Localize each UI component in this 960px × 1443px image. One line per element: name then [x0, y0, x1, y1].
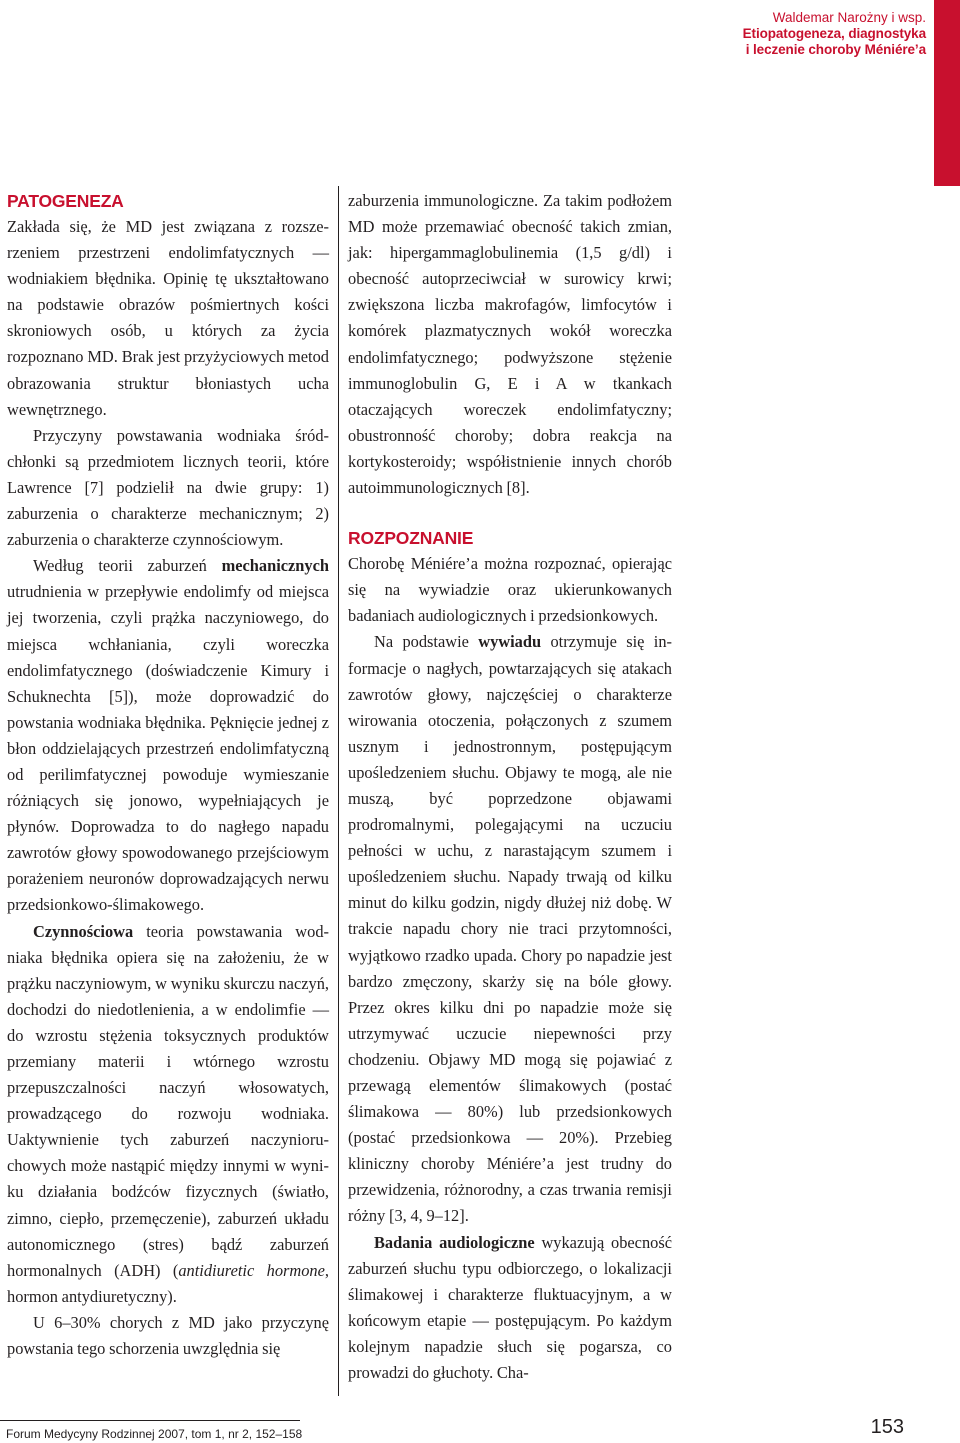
right-column	[348, 188, 672, 1386]
italic-term-antidiuretic-hormone: antidiuretic hormone	[178, 1260, 325, 1280]
bold-term-mechanicznych: mechanicznych	[221, 556, 329, 576]
header-title-line-1: Etiopatogeneza, diagnostyka	[742, 26, 926, 41]
left-paragraph-5: U 6–30% chorych z MD jako przyczynę powstania tego schorzenia uwzględnia się	[7, 1312, 329, 1359]
footer-rule	[0, 1420, 300, 1421]
left-paragraph-1: Zakłada się, że MD jest związana z rozszerzeniem przestrzeni endolimfatycznych — wodniakiem błędnika. Opinię tę ukształtowano na podstawie obrazów pośmiertnych kości skroniowych osób, u których za życia rozpoznano MD. Brak jest przyżyciowych metod obrazowania struktur błoniastych ucha wewnętrznego.	[7, 217, 329, 419]
bold-term-czynnosciowa: Czynnościowa	[33, 921, 134, 941]
text-run: teoria powstawania wodniaka błędnika opiera się na założeniu, że w prążku naczyniowym, w wyniku skurczu naczyń, dochodzi do niedotlenienia, a w endolimfie — do wzrostu stężenia toksycznych produktów przemiany materii i wtórnego wzrostu przepuszczalności naczyń włosowatych, prowadzącego do rozwoju wodniaka. Uaktywnienie tych zaburzeń naczynioruchowych może nastąpić między innymi w wyniku działania bodźców fizycznych (światło, zimno, ciepło, przemęczenie), zaburzeń układu autonomicznego (stres) bądź zaburzeń hormonalnych (ADH) (	[7, 921, 329, 1280]
page-number: 153	[870, 1416, 904, 1438]
right-paragraph-1: zaburzenia immunologiczne. Za takim podłożem MD może przemawiać obecność takich zmian, jak: hipergammaglobulinemia (1,5 g/dl) i obecność autoprzeciwciał w surowicy krwi; zwiększona liczba makrofagów, limfocytów i komórek plazmatycznych wokół woreczka endolimfatycznego; podwyższone stężenie immunoglobulin G, E i A w tkankach otaczających woreczek endolimfatyczny; obustronność choroby; dobra reakcja na kortykosteroidy; współistnienie innych chorób autoimmunologicznych [8].	[348, 191, 672, 498]
running-header	[626, 10, 926, 58]
left-column	[7, 188, 329, 1362]
left-paragraph-2: Przyczyny powstawania wodniaka śródchłonki są przedmiotem licznych teorii, które Lawrence [7] podzielił na dwie grupy: 1) zaburzenia o charakterze mechanicznym; 2) zaburzenia o charakterze czynnościowym.	[7, 425, 329, 550]
text-run: wykazują obecność zaburzeń słuchu typu odbiorczego, o lokalizacji ślimakowej i charakterze fluktuacyjnym, a w końcowym etapie — postępującym. Po każdym kolejnym napadzie słuch się pogarsza, co prowadzi do głuchoty. Cha-	[348, 1232, 672, 1383]
text-run: Według teorii zaburzeń	[33, 556, 222, 576]
column-divider	[338, 186, 339, 1396]
text-run: , hormon antydiuretyczny).	[7, 1260, 330, 1306]
section-heading-rozpoznanie: ROZPOZNANIE	[348, 528, 474, 549]
left-paragraph-4	[7, 919, 329, 1310]
footer-source: Forum Medycyny Rodzinnej 2007, tom 1, nr 2, 152–158	[6, 1427, 303, 1441]
right-paragraph-4	[348, 1230, 672, 1387]
bold-term-wywiadu: wywiadu	[478, 632, 542, 652]
section-heading-patogeneza: PATOGENEZA	[7, 191, 124, 211]
right-paragraph-3	[348, 629, 672, 1229]
left-paragraph-3	[7, 553, 329, 918]
red-accent-bar	[934, 0, 960, 186]
text-run: utrudnienia w przepływie endolimfy od miejsca jej tworzenia, czyli prążka naczyniowego, do miejsca wchłaniania, czyli woreczka endolimfatycznego (doświadczenie Kimury i Schuknechta [5]), może doprowadzić do powstania wodniaka błędnika. Pęknięcie jednej z błon oddzielających przestrzeń endolimfatyczną od perilimfatycznej powoduje wymieszanie różniących się jonowo, wypełniających je płynów. Doprowadza to do nagłego napadu zawrotów głowy spowodowanego przejściowym porażeniem neuronów doprowadzających nerwu przedsionkowo-ślimakowego.	[7, 582, 329, 915]
right-paragraph-2: Chorobę Méniére’a można rozpoznać, opierając się na wywiadzie oraz ukierunkowanych badaniach audiologicznych i przedsionkowych.	[348, 554, 672, 626]
bold-term-badania-audiologiczne: Badania audiologiczne	[374, 1232, 535, 1252]
text-run: Na podstawie	[374, 632, 479, 652]
text-run: otrzymuje się informacje o nagłych, powtarzających się atakach zawrotów głowy, najczęściej o charakterze wirowania otoczenia, połączonych z szumem usznym i jednostronnym, postępującym upośledzeniem słuchu. Objawy te mogą, ale nie muszą, być poprzedzone objawami prodromalnymi, polegającymi na uczuciu pełności w uchu, z narastającym szumem i upośledzeniem słuchu. Napady trwają od kilku minut do kilku godzin, nigdy dłużej niż dobę. W trakcie napadu chory nie traci przytomności, wyjątkowo rzadko upada. Chory po napadzie jest bardzo zmęczony, skarży się na bóle głowy. Przez okres kilku dni po napadzie może się utrzymywać uczucie niepewności przy chodzeniu. Objawy MD mogą się pojawiać z przewagą elementów ślimakowych (postać ślimakowa — 80%) lub przedsionkowych (postać przedsionkowa — 20%). Przebieg kliniczny choroby Méniére’a jest trudny do przewidzenia, różnorodny, a czas trwania remisji różny [3, 4, 9–12].	[348, 632, 672, 1226]
header-author: Waldemar Narożny i wsp.	[772, 10, 926, 25]
header-title-line-2: i leczenie choroby Méniére’a	[745, 42, 926, 57]
